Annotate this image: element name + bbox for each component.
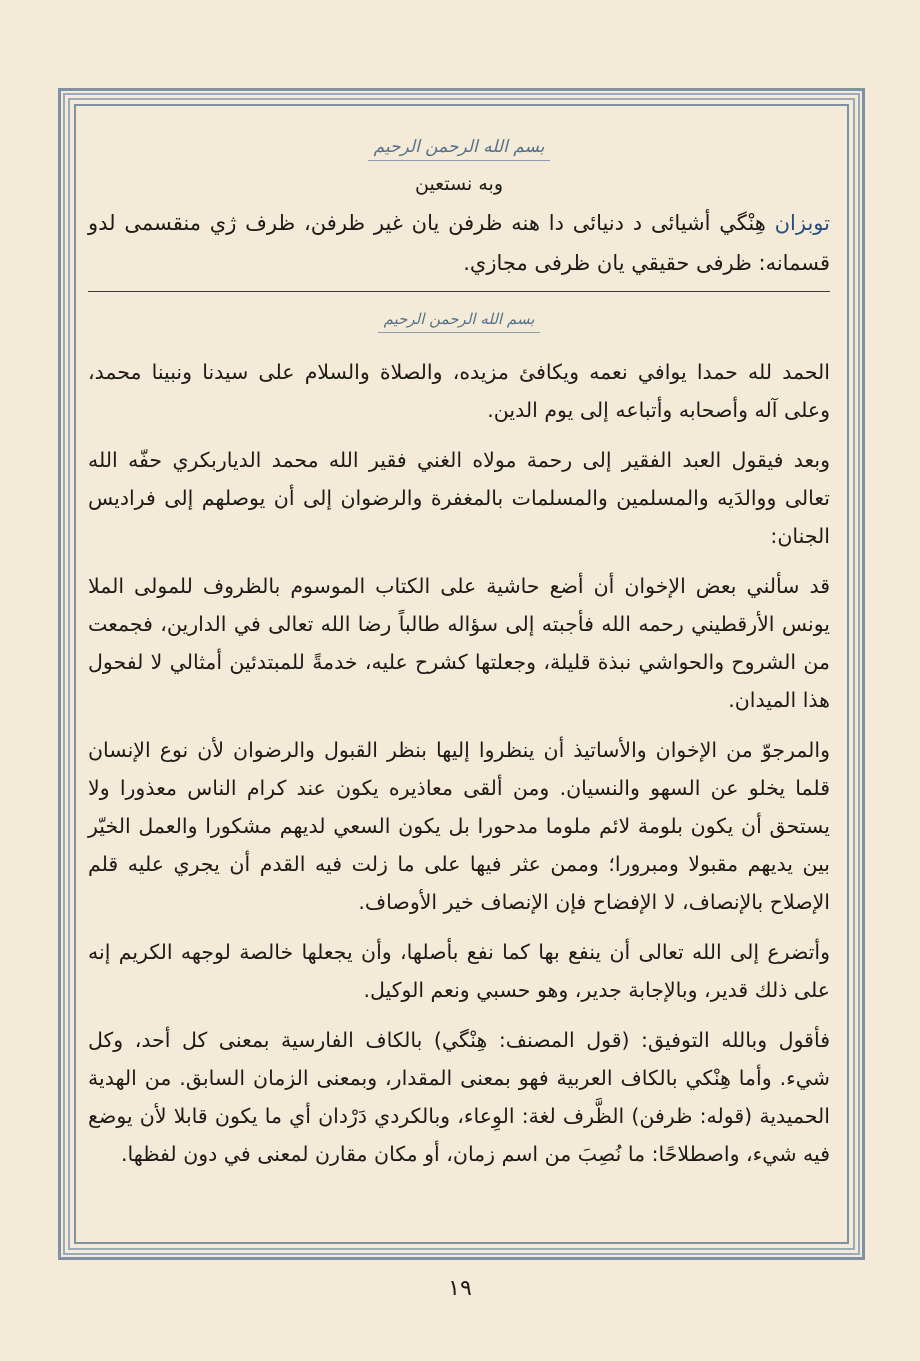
header-wabihi: وبه نستعين [414, 173, 504, 195]
page-content [88, 128, 830, 1238]
page-number: ١٩ [448, 1276, 472, 1301]
body-basmala: بسم الله الرحمن الرحيم [88, 306, 830, 333]
paragraph-hope: والمرجوّ من الإخوان والأساتيذ أن ينظروا إليها بنظر القبول والرضوان لأن نوع الإنسان قلما يخلو عن السهو والنسيان. ومن ألقى معاذيره يكون عند كرام الناس معذورا ولا يستحق أن يكون بلومة لائم ملوما مدحورا بل يكون السعي لديهم مشكورا والعمل الخيّر بين يديهم مقبولا ومبرورا؛ وممن عثر فيها على ما زلت فيه القدم أن يجري عليه قلم الإصلاح بالإنصاف، لا الإفضاح فإن الإنصاف خير الأوصاف. [88, 738, 830, 914]
header-basmala: بسم الله الرحمن الرحيم [88, 134, 830, 161]
header-translation [88, 203, 830, 283]
section-divider [88, 291, 830, 292]
paragraph-request: قد سألني بعض الإخوان أن أضع حاشية على الكتاب الموسوم بالظروف للمولى الملا يونس الأرقطيني رحمه الله فأجبته إلى سؤاله طالباً رضا الله تعالى في الدارين، فجمعت من الشروح والحواشي نبذة قليلة، وجعلتها كشرح عليه، خدمةً للمبتدئين أمثالي لا لفحول هذا الميدان. [88, 574, 830, 712]
translation-keyword: توبزان [774, 211, 830, 235]
paragraph-commentary: فأقول وبالله التوفيق: (قول المصنف: هِنْگي) بالكاف الفارسية بمعنى كل أحد، وكل شيء. وأما هِنْكي بالكاف العربية فهو بمعنى المقدار، وبمعنى الزمان السابق. من الهدية الحميدية (قوله: ظرفن) الظَّرف لغة: الوِعاء، وبالكردي دَرْدان أي ما يكون قابلا لأن يوضع فيه شيء، واصطلاحًا: ما نُصِبَ من اسم زمان، أو مكان مقارن لمعنى في دون لفظها. [88, 1028, 830, 1166]
paragraph-prayer: وأتضرع إلى الله تعالى أن ينفع بها كما نفع بأصلها، وأن يجعلها خالصة لوجهه الكريم إنه على ذلك قدير، وبالإجابة جدير، وهو حسبي ونعم الوكيل. [88, 940, 830, 1002]
translation-text: هِنْگي أشيائى د دنيائى دا هنه ظرفن يان غير ظرفن، ظرف ژي منقسمى لدو قسمانه: ظرفى حقيقي يان ظرفى مجازي. [88, 211, 830, 275]
paragraph-hamd: الحمد لله حمدا يوافي نعمه ويكافئ مزيده، والصلاة والسلام على سيدنا ونبينا محمد، وعلى آله وأصحابه وأتباعه إلى يوم الدين. [88, 360, 830, 422]
paragraph-intro: وبعد فيقول العبد الفقير إلى رحمة مولاه الغني فقير الله محمد الدياربكري حفّه الله تعالى ووالدَيه والمسلمين والمسلمات بالمغفرة والرضوان إلى أن يوصلهم إلى فراديس الجنان: [88, 448, 830, 548]
